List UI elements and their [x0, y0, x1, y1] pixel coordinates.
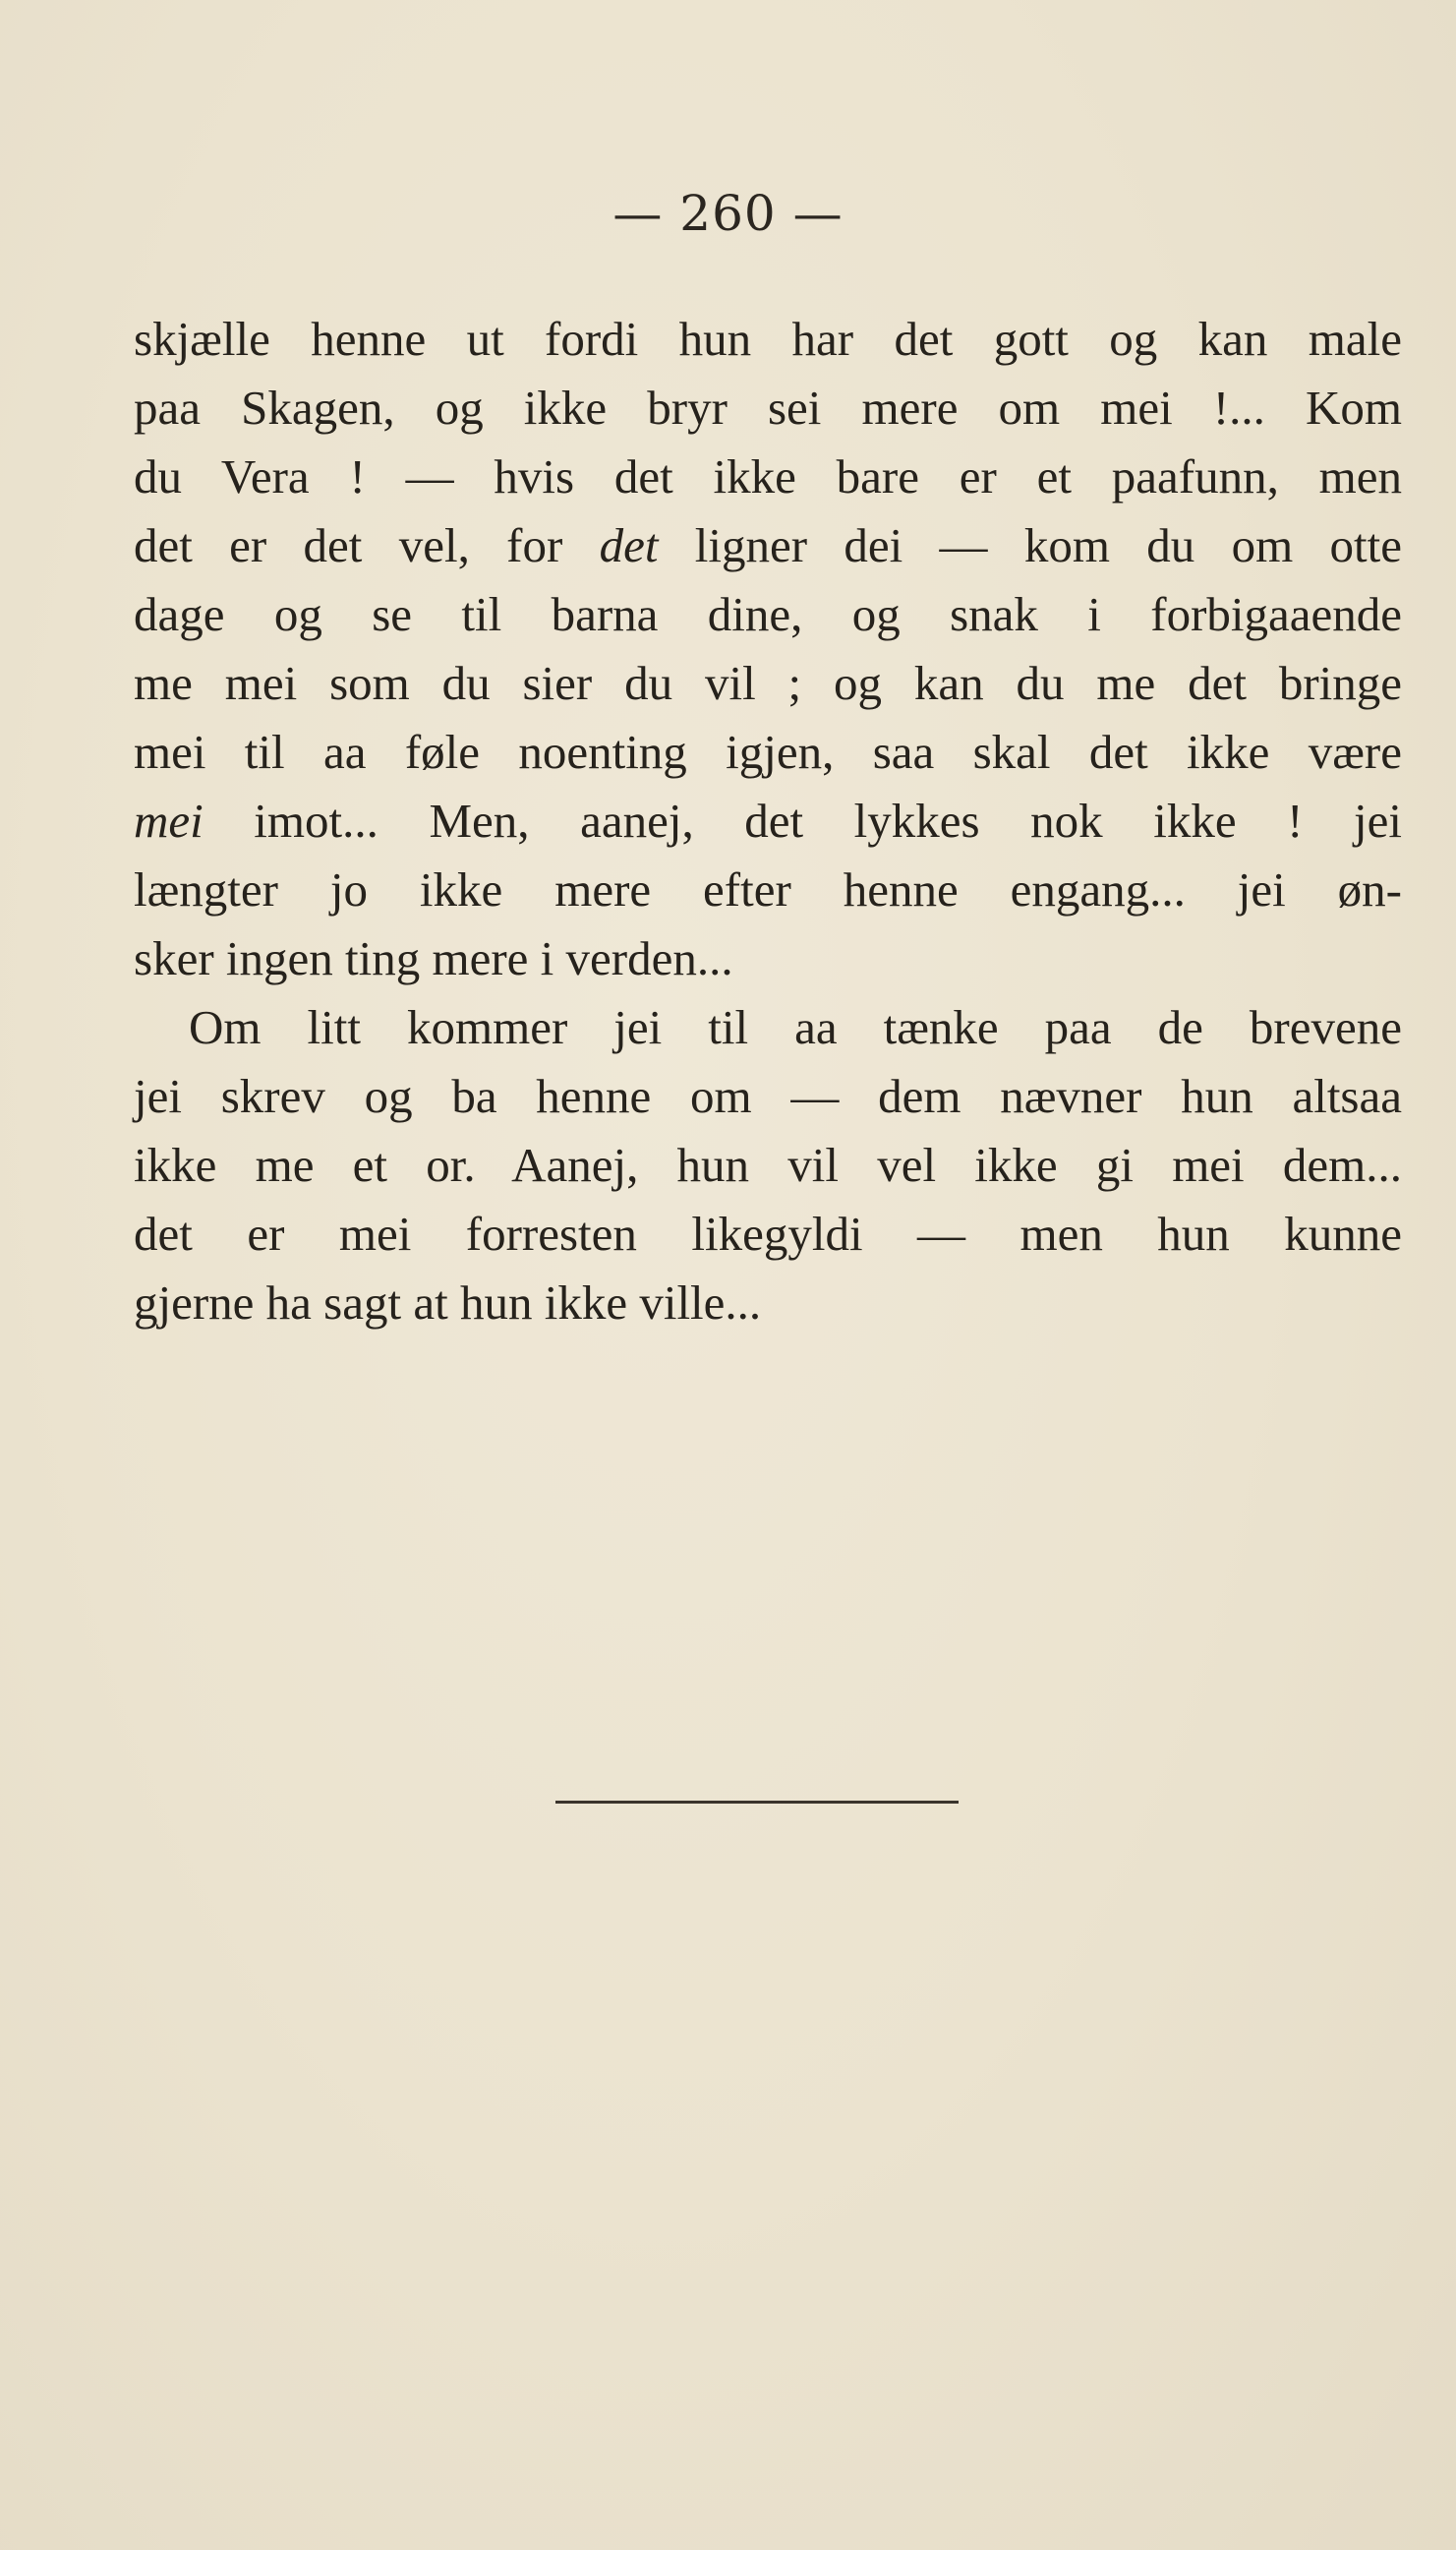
emphasized-word: mei [134, 794, 204, 848]
text-line: gjerne ha sagt at hun ikke ville... [134, 1275, 762, 1330]
text-line: længter jo ikke mere efter henne engang... jei øn- [134, 862, 1402, 917]
text-line: du Vera ! — hvis det ikke bare er et paafunn, men [134, 449, 1402, 504]
text-run: imot... Men, aanej, det lykkes nok ikke ! jei [203, 794, 1402, 848]
text-line: det er mei forresten likegyldi — men hun kunne [134, 1207, 1402, 1261]
text-line: jei skrev og ba henne om — dem nævner hun altsaa [134, 1069, 1402, 1123]
text-line: mei til aa føle noenting igjen, saa skal det ikke være [134, 725, 1402, 779]
text-line: sker ingen ting mere i verden... [134, 931, 733, 985]
text-line [134, 511, 1402, 580]
body-text [134, 305, 1402, 1337]
text-line: paa Skagen, og ikke bryr sei mere om mei !... Kom [134, 381, 1402, 435]
text-line: dage og se til barna dine, og snak i forbigaaende [134, 587, 1402, 641]
text-run: det er det vel, for [134, 518, 600, 572]
end-of-chapter-rule [555, 1801, 959, 1804]
text-run: ligner dei — kom du om otte [658, 518, 1402, 572]
text-line: skjælle henne ut fordi hun har det gott og kan male [134, 312, 1402, 366]
paragraph-2 [134, 993, 1402, 1337]
emphasized-word: det [599, 518, 659, 572]
page-number: — 260 — [612, 185, 844, 242]
text-line: me mei som du sier du vil ; og kan du me det bringe [134, 656, 1402, 710]
text-line: ikke me et or. Aanej, hun vil vel ikke gi mei dem... [134, 1138, 1402, 1192]
text-line: Om litt kommer jei til aa tænke paa de brevene [189, 1000, 1402, 1054]
paragraph-1 [134, 305, 1402, 993]
text-line [134, 787, 1402, 856]
